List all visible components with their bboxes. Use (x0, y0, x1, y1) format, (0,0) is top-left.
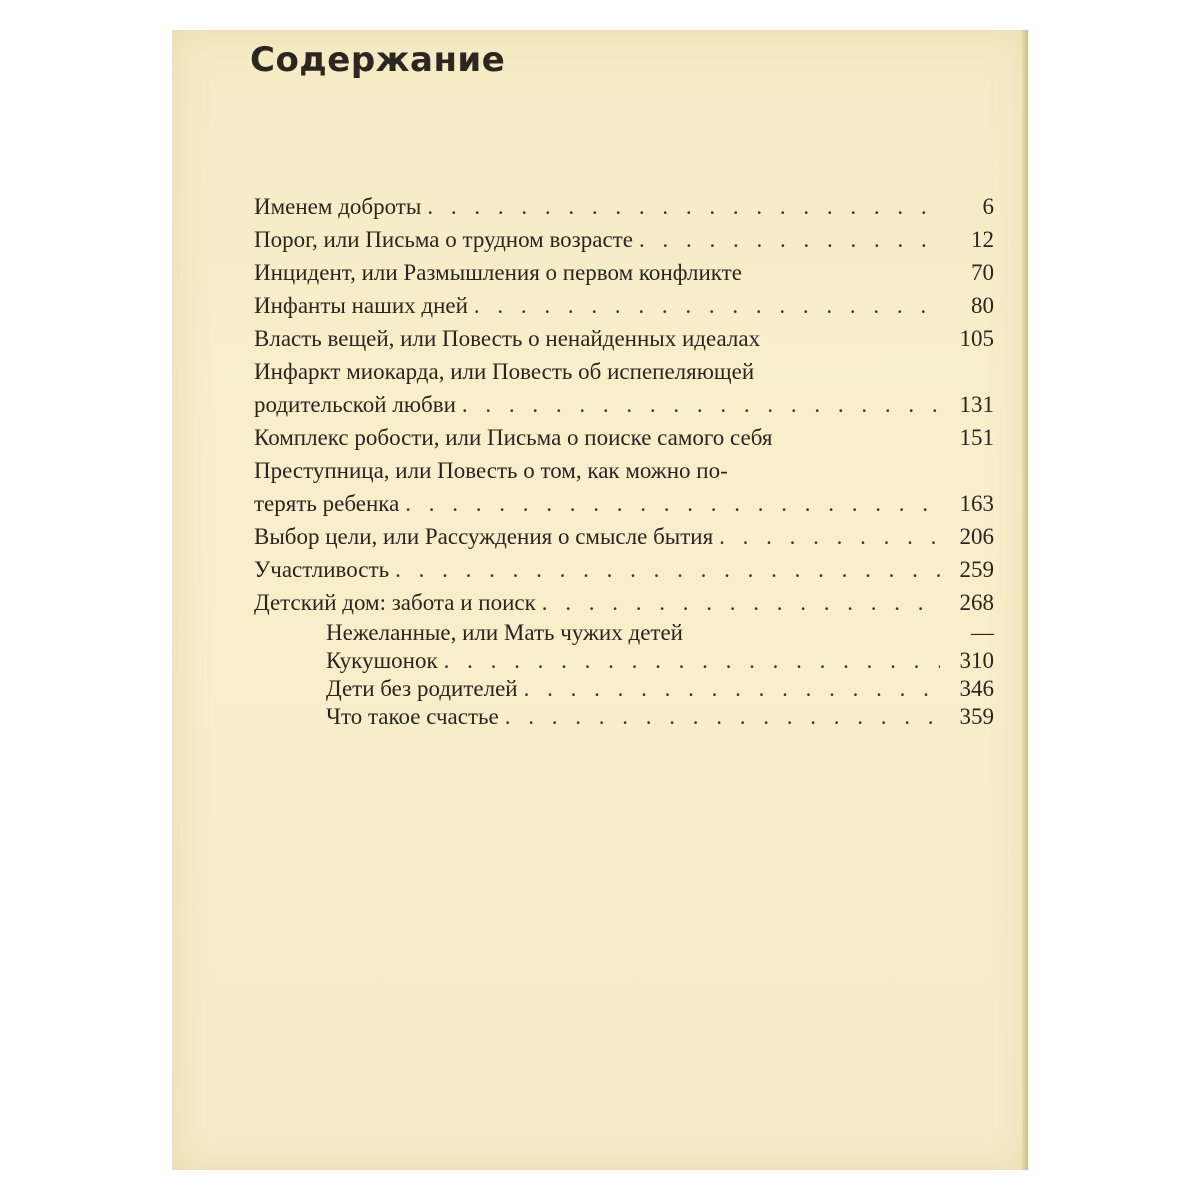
toc-entry (254, 223, 994, 256)
toc-entry (254, 190, 994, 223)
toc-page-number: 70 (971, 260, 994, 285)
toc-entry-title: Комплекс робости, или Письма о поиске самого себя (254, 425, 773, 450)
toc-entry (254, 289, 994, 322)
toc-page-number: 268 (959, 590, 994, 615)
toc-subentry (254, 647, 994, 675)
dot-leader (505, 703, 940, 731)
toc-subentry-title: Нежеланные, или Мать чужих детей (326, 620, 683, 645)
toc-entry (254, 322, 994, 355)
toc-page-number: 310 (959, 648, 994, 673)
toc-page-number: — (971, 620, 994, 645)
toc-subentry-title: Дети без родителей (326, 676, 518, 701)
page-edge (1022, 30, 1028, 1170)
dot-leader (719, 520, 940, 553)
page-title: Содержание (250, 40, 506, 80)
toc-page-number: 105 (959, 326, 994, 351)
dot-leader (462, 388, 940, 421)
toc-subentry-title: Кукушонок (326, 648, 438, 673)
dot-leader (474, 289, 940, 322)
toc-entry-title-line: Инфаркт миокарда, или Повесть об испепеляющей (254, 359, 755, 384)
dot-leader (524, 675, 940, 703)
toc-entry (254, 553, 994, 586)
toc-page-number: 12 (971, 227, 994, 252)
toc-entry-title: Выбор цели, или Рассуждения о смысле бытия (254, 524, 714, 549)
toc-subentry (254, 703, 994, 731)
toc-page-number: 131 (959, 392, 994, 417)
toc-entry-title: Порог, или Письма о трудном возрасте (254, 227, 633, 252)
dot-leader (639, 223, 940, 256)
toc-entry-title: Детский дом: забота и поиск (254, 590, 536, 615)
toc-entry-title: Власть вещей, или Повесть о ненайденных идеалах (254, 326, 761, 351)
toc-subentry (254, 675, 994, 703)
toc-page-number: 259 (959, 557, 994, 582)
toc-entry-title: терять ребенка (254, 491, 400, 516)
toc-page-number: 163 (959, 491, 994, 516)
toc-entry-title: Именем доброты (254, 194, 422, 219)
toc-entry-title: Участливость (254, 557, 390, 582)
toc-page-number: 80 (971, 293, 994, 318)
toc-subentry (254, 619, 994, 647)
toc-entry (254, 520, 994, 553)
toc-page-number: 151 (959, 425, 994, 450)
toc-page-number: 6 (982, 194, 994, 219)
toc-entry-title-line: Преступница, или Повесть о том, как можно по- (254, 458, 728, 483)
toc-entry-title: Инцидент, или Размышления о первом конфликте (254, 260, 742, 285)
toc-entry (254, 355, 994, 421)
table-of-contents (254, 190, 994, 731)
toc-subentry-title: Что такое счастье (326, 704, 499, 729)
dot-leader (444, 647, 940, 675)
dot-leader (427, 190, 940, 223)
toc-page-number: 346 (959, 676, 994, 701)
toc-entry (254, 454, 994, 520)
toc-entry-title: Инфанты наших дней (254, 293, 468, 318)
toc-entry (254, 421, 994, 454)
dot-leader (405, 487, 940, 520)
dot-leader (542, 586, 940, 619)
toc-page-number: 359 (959, 704, 994, 729)
toc-page-number: 206 (959, 524, 994, 549)
toc-entry (254, 586, 994, 619)
dot-leader (395, 553, 940, 586)
toc-entry (254, 256, 994, 289)
book-page (172, 30, 1028, 1170)
toc-entry-title: родительской любви (254, 392, 456, 417)
